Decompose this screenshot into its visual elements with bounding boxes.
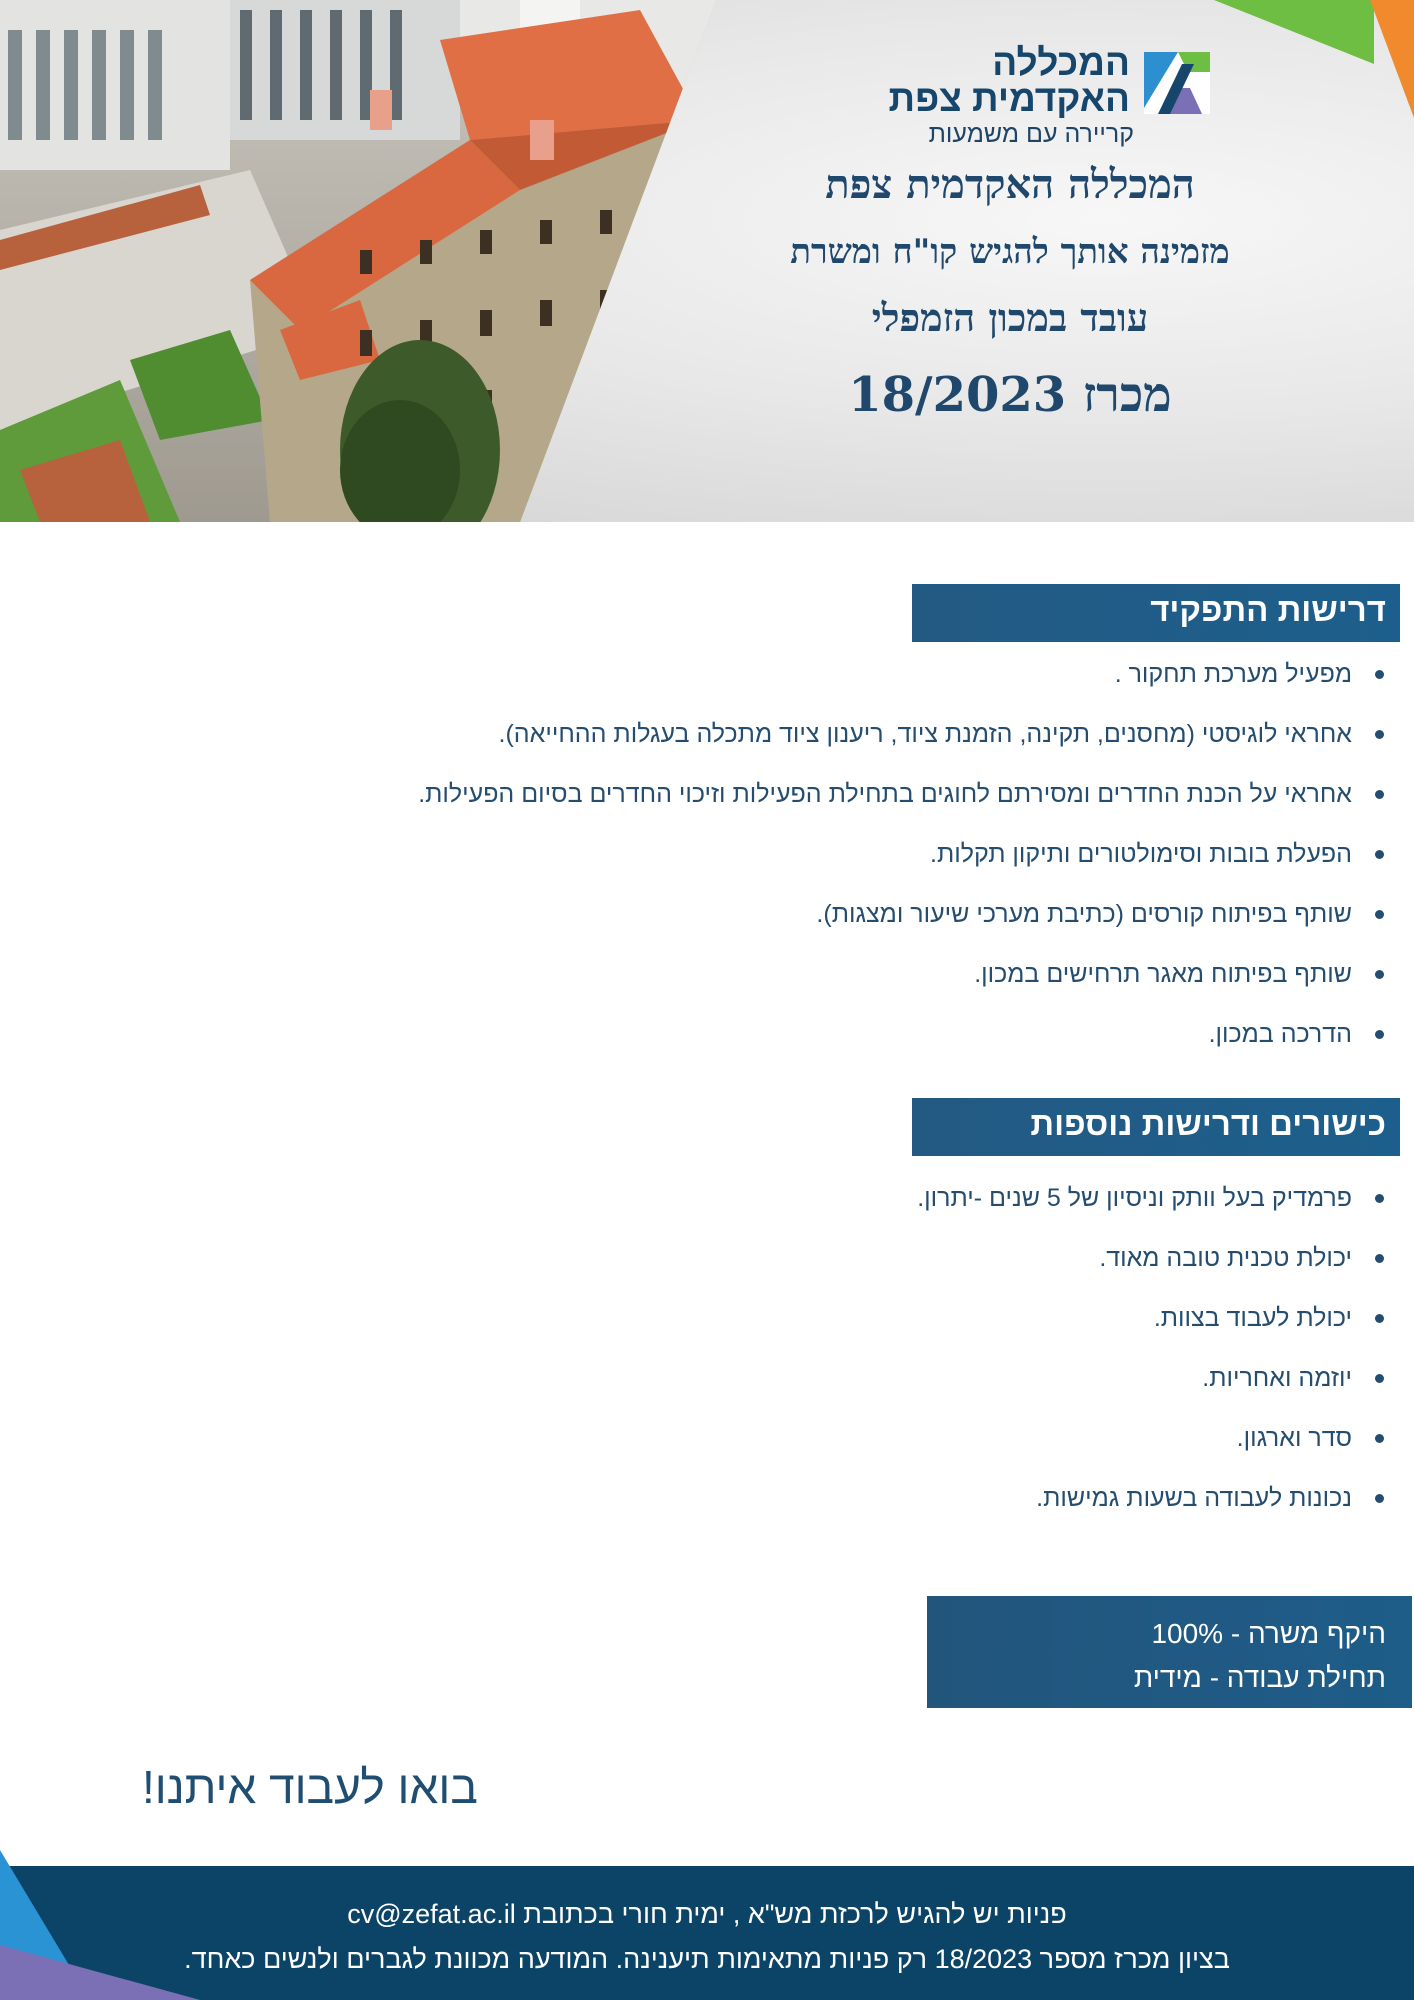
- hero-title-position: עובד במכון הזמפלי: [871, 295, 1149, 340]
- corner-green-shape: [1214, 0, 1374, 64]
- logo-text-line2: האקדמית צפת: [888, 78, 1130, 119]
- list-item: שותף בפיתוח מאגר תרחישים במכון.: [418, 956, 1384, 1016]
- list-item: סדר וארגון.: [917, 1420, 1384, 1480]
- footer-contact-line: פניות יש להגיש לרכזת מש"א , ימית חורי בכתובת cv@zefat.ac.il: [347, 1899, 1067, 1929]
- hero-title-invite: מזמינה אותך להגיש קו"ח ומשרת: [790, 232, 1230, 272]
- job-scope: היקף משרה - 100%: [1151, 1618, 1386, 1649]
- list-item: אחראי לוגיסטי (מחסנים, תקינה, הזמנת ציוד, ריענון ציוד מתכלה בעגלות ההחייאה).: [418, 716, 1384, 776]
- footer-text: [0, 1892, 1414, 1982]
- list-item: אחראי על הכנת החדרים ומסירתם לחוגים בתחילת הפעילות וזיכוי החדרים בסיום הפעילות.: [418, 776, 1384, 836]
- job-start: תחילת עבודה - מידית: [1133, 1662, 1386, 1693]
- list-item: מפעיל מערכת תחקור .: [418, 656, 1384, 716]
- hero-banner: [0, 0, 1414, 522]
- campus-building-photo: [0, 0, 720, 522]
- list-item: יוזמה ואחריות.: [917, 1360, 1384, 1420]
- list-item: פרמדיק בעל וותק וניסיון של 5 שנים -יתרון.: [917, 1180, 1384, 1240]
- logo-text-line1: המכללה: [992, 42, 1130, 83]
- footer-note-line: בציון מכרז מספר 18/2023 רק פניות מתאימות תיענינה. המודעה מכוונת לגברים ולנשים כאחד.: [184, 1944, 1230, 1974]
- list-item: יכולת טכנית טובה מאוד.: [917, 1240, 1384, 1300]
- list-item: שותף בפיתוח קורסים (כתיבת מערכי שיעור ומצגות).: [418, 896, 1384, 956]
- requirements-heading: דרישות התפקיד: [912, 584, 1400, 642]
- list-item: הפעלת בובות וסימולטורים ותיקון תקלות.: [418, 836, 1384, 896]
- list-item: נכונות לעבודה בשעות גמישות.: [917, 1480, 1384, 1540]
- hero-title-tender: מכרז 18/2023: [848, 367, 1172, 423]
- logo-tagline: קריירה עם משמעות: [928, 120, 1134, 148]
- list-item: הדרכה במכון.: [418, 1016, 1384, 1076]
- requirements-list: [418, 656, 1384, 1076]
- hero-titles: [740, 155, 1280, 423]
- job-details-box: [927, 1596, 1412, 1708]
- college-logo-icon: [1144, 52, 1210, 114]
- qualifications-list: [917, 1180, 1384, 1540]
- college-logo: [862, 42, 1214, 150]
- corner-orange-shape: [1370, 0, 1414, 118]
- call-to-action: בואו לעבוד איתנו!: [142, 1761, 478, 1813]
- list-item: יכולת לעבוד בצוות.: [917, 1300, 1384, 1360]
- hero-title-college: המכללה האקדמית צפת: [825, 161, 1195, 208]
- qualifications-heading: כישורים ודרישות נוספות: [912, 1098, 1400, 1156]
